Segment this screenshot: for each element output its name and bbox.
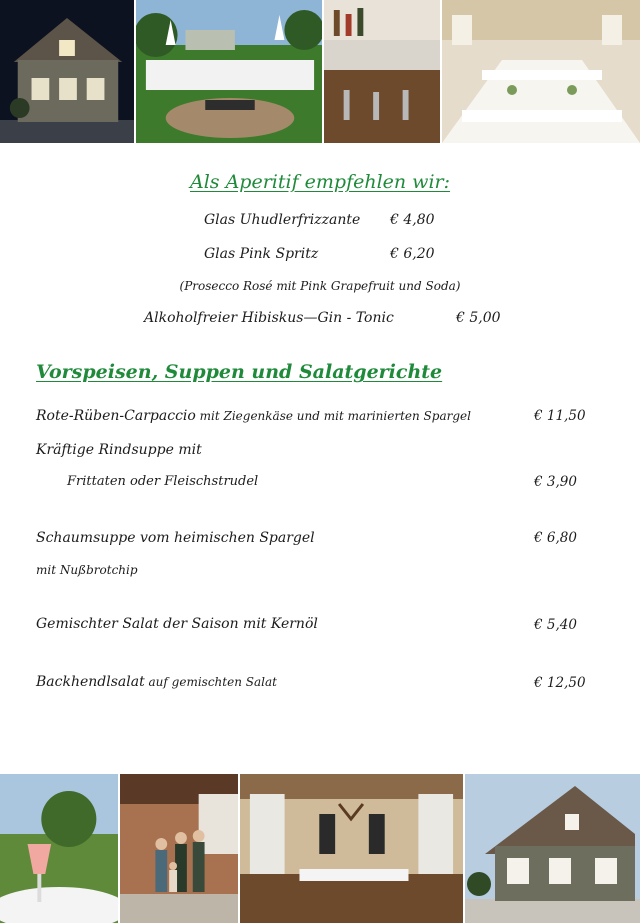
aperitif-item-name: Glas Uhudlerfrizzante	[204, 212, 361, 228]
dish-detail: mit Ziegenkäse und mit marinierten Spargel	[195, 409, 471, 423]
aperitif-item-name: Glas Pink Spritz	[204, 246, 319, 262]
house-by-day-photo	[465, 774, 640, 923]
dish-sub: Frittaten oder Fleischstrudel	[67, 474, 259, 489]
aperitif-note: (Prosecco Rosé mit Pink Grapefruit und Soda)	[179, 279, 461, 293]
dish-name: Gemischter Salat der Saison mit Kernöl	[36, 616, 318, 632]
family-portrait-photo	[120, 774, 240, 923]
dish-price: € 3,90	[534, 474, 577, 490]
rose-wine-glass-photo	[0, 774, 120, 923]
dish-price: € 11,50	[534, 408, 586, 424]
garden-terrace-photo	[136, 0, 324, 143]
aperitif-item-name: Alkoholfreier Hibiskus—Gin - Tonic	[144, 310, 394, 326]
dish-sub: mit Nußbrotchip	[36, 563, 138, 577]
dish-price: € 12,50	[534, 675, 586, 691]
top-photo-strip	[0, 0, 640, 143]
banquet-hall-photo	[442, 0, 640, 143]
house-at-night-photo	[0, 0, 136, 143]
bar-counter-photo	[324, 0, 442, 143]
dish-name	[36, 674, 277, 690]
aperitif-item-price: € 4,80	[390, 212, 435, 228]
aperitif-title: Als Aperitif empfehlen wir:	[189, 171, 451, 193]
dish-title: Backhendlsalat	[36, 674, 145, 690]
section-title: Vorspeisen, Suppen und Salatgerichte	[36, 361, 443, 383]
dining-room-photo	[240, 774, 465, 923]
dish-name: Kräftige Rindsuppe mit	[36, 442, 202, 458]
dish-price: € 5,40	[534, 617, 577, 633]
aperitif-item-price: € 5,00	[456, 310, 501, 326]
bottom-photo-strip	[0, 774, 640, 923]
dish-name: Schaumsuppe vom heimischen Spargel	[36, 530, 315, 546]
dish-name	[36, 408, 471, 424]
dish-detail: auf gemischten Salat	[144, 675, 277, 689]
aperitif-item-price: € 6,20	[390, 246, 435, 262]
dish-title: Rote-Rüben-Carpaccio	[36, 408, 196, 424]
dish-price: € 6,80	[534, 530, 577, 546]
